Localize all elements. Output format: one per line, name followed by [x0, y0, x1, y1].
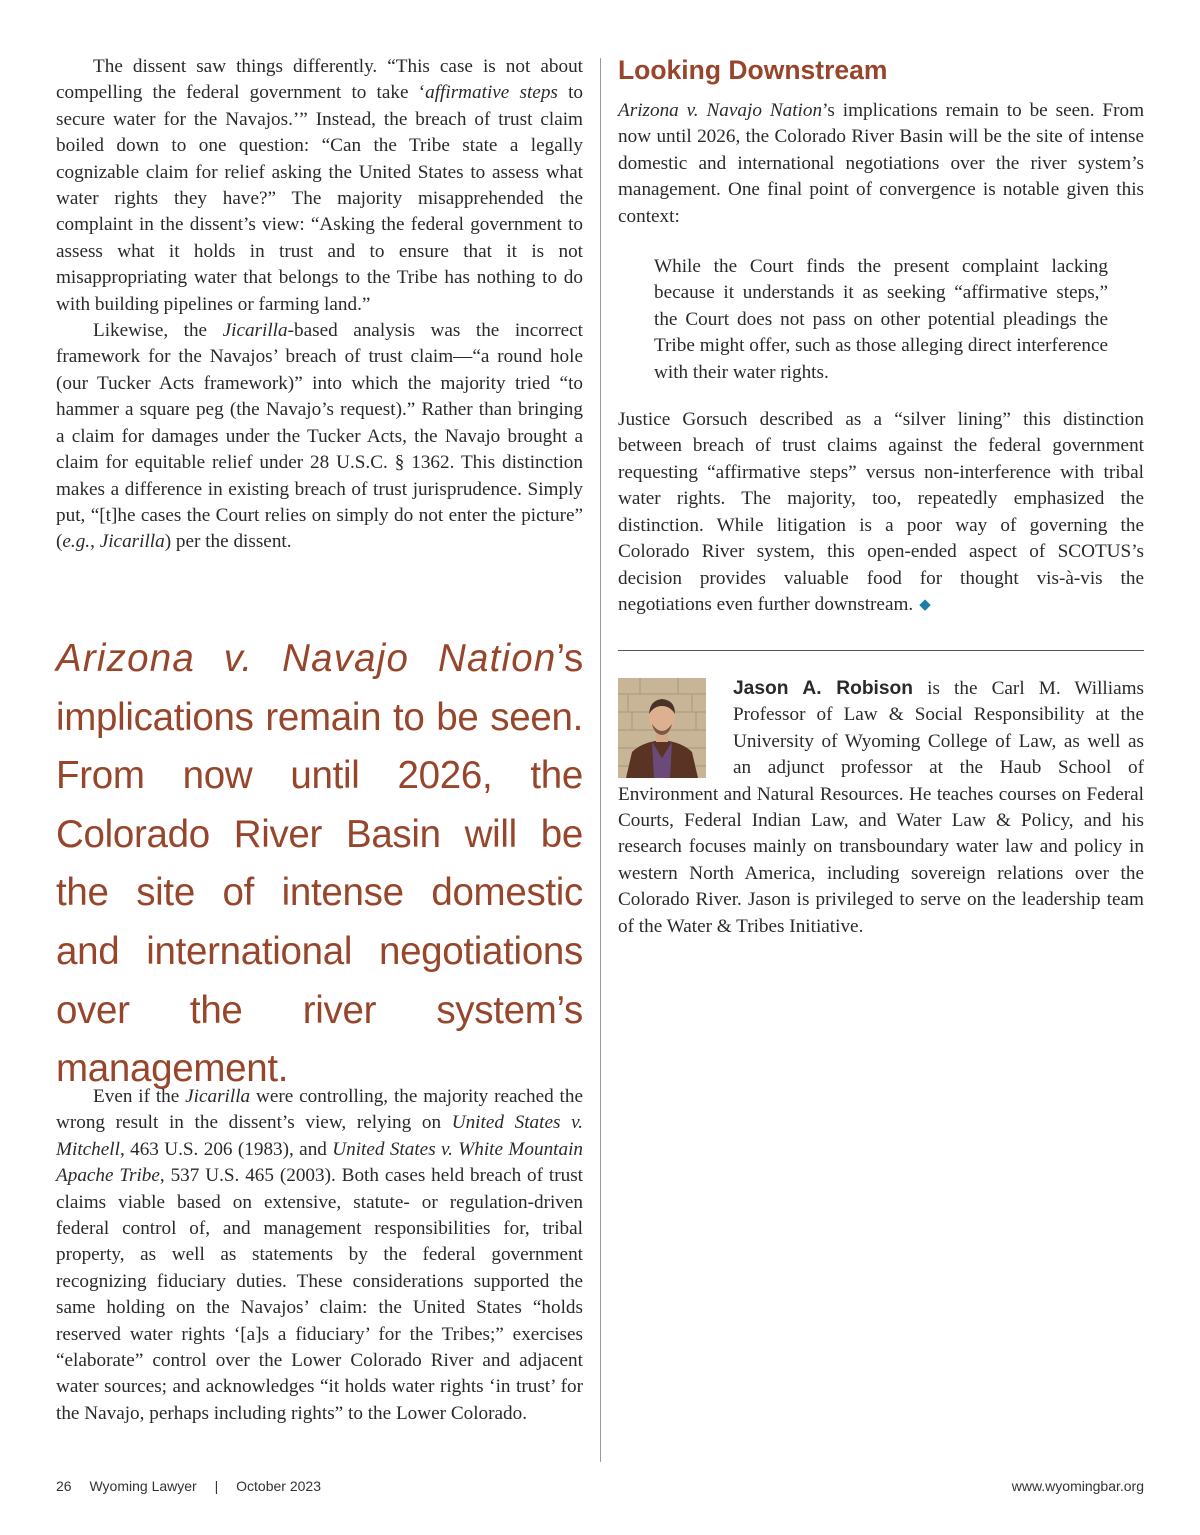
italic-run: e.g. — [62, 531, 91, 553]
left-column-bottom — [56, 1084, 583, 1427]
section-heading: Looking Downstream — [618, 55, 888, 85]
column-divider — [600, 58, 601, 1462]
footer-left — [56, 1478, 335, 1494]
text-run: ) per the dissent. — [164, 531, 292, 553]
pull-quote — [56, 630, 583, 1099]
paragraph-implications — [618, 98, 1144, 230]
italic-run: Arizona v. Navajo Nation — [618, 100, 823, 121]
author-photo — [618, 678, 706, 778]
paragraph-silver-lining — [618, 407, 1144, 618]
publication-name: Wyoming Lawyer — [89, 1478, 197, 1494]
end-mark-diamond-icon: ◆ — [919, 596, 931, 613]
paragraph-dissent — [56, 54, 583, 318]
author-name: Jason A. Robison — [733, 678, 913, 699]
italic-run: Jicarilla — [185, 1086, 251, 1107]
bio-divider — [618, 650, 1144, 651]
text-run: Likewise, the — [93, 320, 223, 342]
italic-run: Jicarilla — [222, 320, 288, 342]
italic-run: United States v. White Mountain Apache Tribe — [56, 1138, 584, 1187]
text-run: Justice Gorsuch described as a “silver lining” this distinction between breach of trust claims against the federal government requesting “affirmative steps” versus non-interference with tribal water rights. The majority, too, repeatedly emphasized the distinction. While litigation is a poor way of governing the Colorado River system, this open-ended aspect of SCOTUS’s decision provides valuable food for thought vis-à-vis the negotiations even further downstream. — [618, 409, 1144, 615]
page-number: 26 — [56, 1478, 72, 1494]
text-run: Even if the — [93, 1086, 186, 1107]
text-run: ’s implications remain to be seen. From now until 2026, the Colorado River Basin will be the site of intense domestic and international negotiations over the river system’s management. One final point of convergence is notable given this context: — [618, 100, 1145, 227]
author-portrait-image — [618, 678, 706, 778]
left-column — [56, 54, 583, 556]
right-column — [618, 54, 1144, 618]
italic-run: affirmative steps — [425, 82, 558, 104]
paragraph-jicarilla — [56, 318, 583, 556]
paragraph-controlling — [56, 1084, 583, 1427]
author-bio — [618, 676, 1144, 940]
text-run: , 463 U.S. 206 (1983), and — [119, 1138, 333, 1160]
italic-run: Jicarilla — [99, 531, 165, 553]
footer-url: www.wyomingbar.org — [1011, 1478, 1144, 1494]
issue-date: October 2023 — [236, 1478, 321, 1494]
pull-quote-text: ’s implications remain to be seen. From now until 2026, the Colorado River Basin will be the site of intense domestic and international negotiations over the river system’s management. — [56, 637, 583, 1091]
text-run: , 537 U.S. 465 (2003). Both cases held breach of trust claims viable based on extensive, statute- or regulation-driven federal control of, and management responsibilities for, tribal property, as well as statements by the federal government recognizing fiduciary duties. These considerations supported the same holding on the Navajos’ claim: the United States “holds reserved water rights ‘[a]s a fiduciary’ for the Tribes;” exercises “elaborate” control over the Lower Colorado River and adjacent water sources; and acknowledges “it holds water rights ‘in trust’ for the Navajo, perhaps including rights” to the Lower Colorado. — [56, 1165, 583, 1424]
footer-separator: | — [214, 1478, 219, 1494]
text-run: were controlling, the majority reached the wrong result in the dissent’s view, relying on — [56, 1086, 584, 1134]
pull-quote-case-name: Arizona v. Navajo Nation — [56, 637, 557, 680]
text-run: The dissent saw things differently. “This case is not about compelling the federal government to take ‘ — [56, 56, 583, 104]
text-run: to secure water for the Navajos.’” Instead, the breach of trust claim boiled down to one question: “Can the Tribe state a legally cognizable claim for relief asking the United States to assess what water rights they have?” The majority misapprehended the complaint in the dissent’s view: “Asking the federal government to assess what it holds in trust and to ensure that it is not misappropriating water that belongs to the Tribe has nothing to do with building pipelines or farming land.” — [56, 82, 584, 315]
text-run: -based analysis was the incorrect framework for the Navajos’ breach of trust claim—“a round hole (our Tucker Acts framework)” into which the majority tried “to hammer a square peg (the Navajo’s request).” Rather than bringing a claim for damages under the Tucker Acts, the Navajo brought a claim for equitable relief under 28 U.S.C. § 1362. This distinction makes a difference in existing breach of trust jurisprudence. Simply put, “[t]he cases the Court relies on simply do not enter the picture” ( — [56, 320, 583, 553]
block-quote: While the Court finds the present complaint lacking because it understands it as seeking “affirmative steps,” the Court does not pass on other potential pleadings the Tribe might offer, such as those alleging direct interference with their water rights. — [654, 256, 1108, 383]
bio-description: is the Carl M. Williams Professor of Law & Social Responsibility at the University of Wyoming College of Law, as well as an adjunct professor at the Haub School of Environment and Natural Resources. He teaches courses on Federal Courts, Federal Indian Law, and Water Law & Policy, and his research focuses mainly on transboundary water law and policy in western North America, including sovereign relations over the Colorado River. Jason is privileged to serve on the leadership team of the Water & Tribes Initiative. — [618, 678, 1144, 937]
italic-run: United States v. Mitchell — [56, 1112, 583, 1160]
text-run: , — [90, 531, 100, 553]
